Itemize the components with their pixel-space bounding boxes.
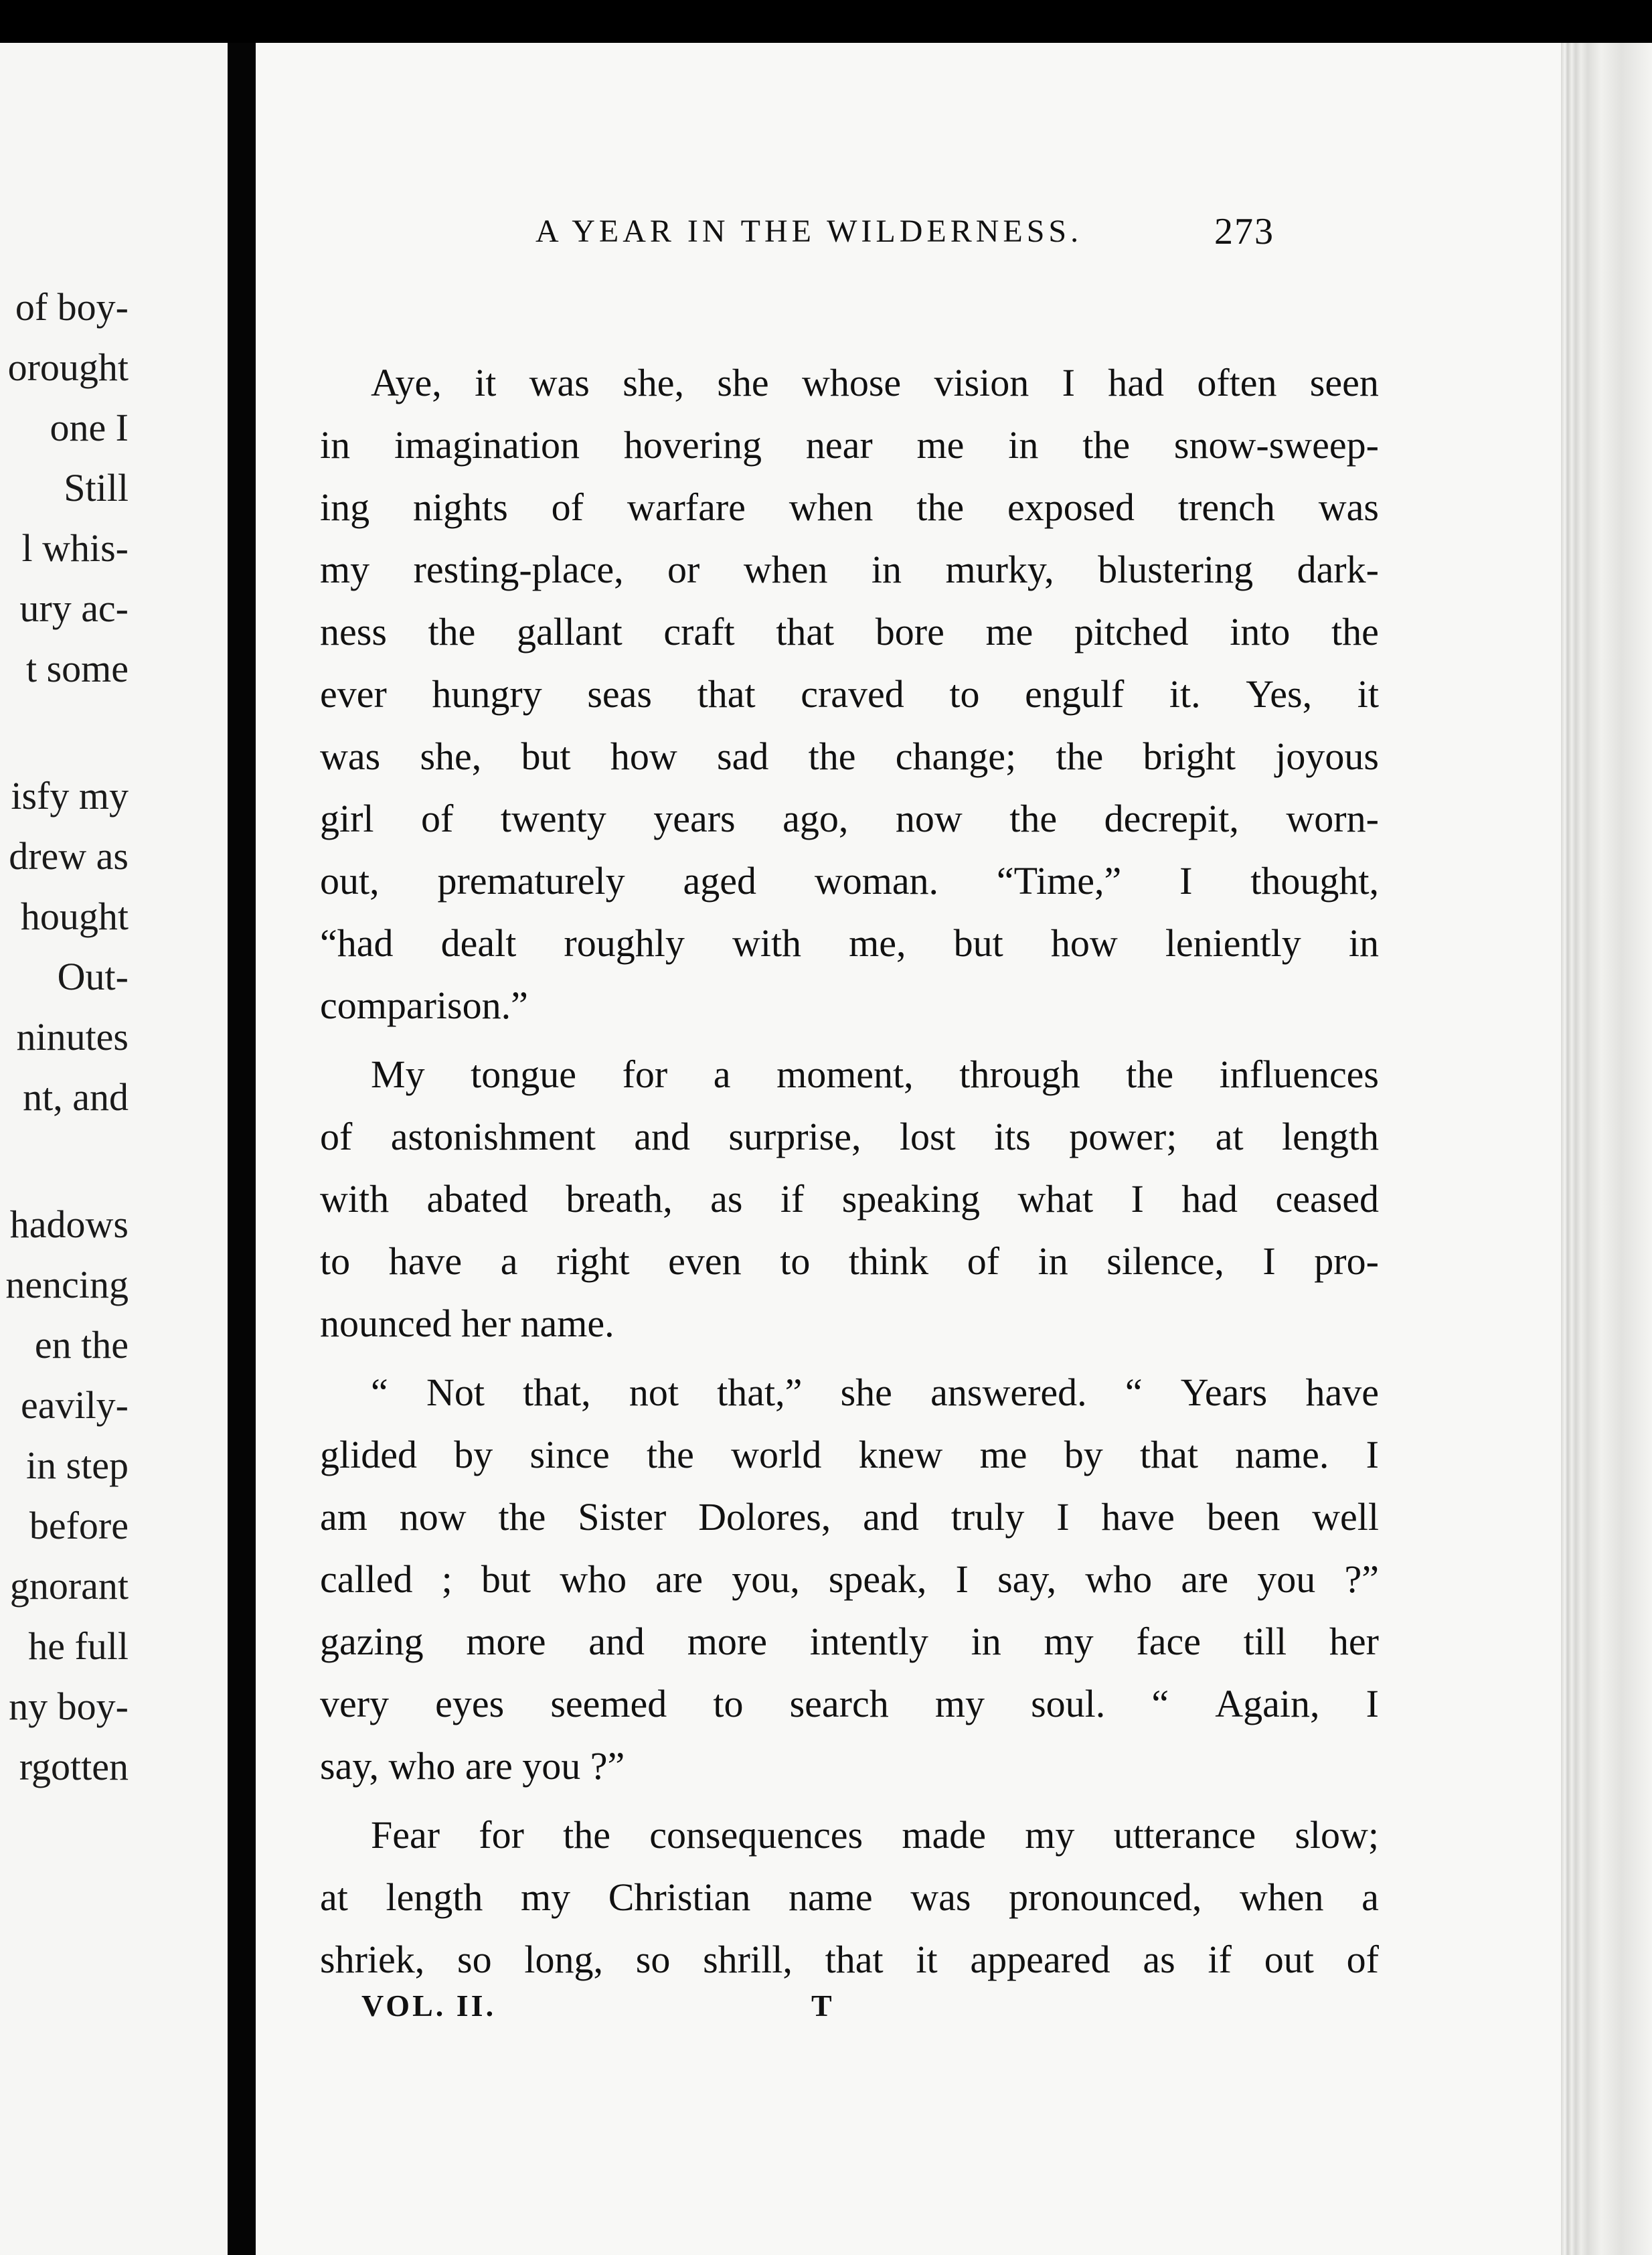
previous-page-line-fragment: he full (28, 1624, 129, 1668)
text-line: shriek, so long, so shrill, that it appeared as if out of (320, 1938, 1379, 1981)
text-line: my resting-place, or when in murky, blustering dark- (320, 548, 1379, 591)
previous-page-line-fragment: one I (50, 406, 129, 449)
text-line: ing nights of warfare when the exposed trench was (320, 485, 1379, 529)
text-line: with abated breath, as if speaking what I had ceased (320, 1177, 1379, 1221)
previous-page-line-fragment: isfy my (11, 774, 129, 818)
signature-letter: T (811, 1989, 832, 2023)
text-line: in imagination hovering near me in the snow-sweep- (320, 423, 1379, 467)
previous-page-line-fragment: orought (7, 345, 129, 389)
previous-page-line-fragment: of boy- (15, 285, 129, 329)
previous-page-line-fragment: ury ac- (19, 587, 129, 630)
page-edges (1561, 43, 1652, 2255)
text-line: glided by since the world knew me by that name. I (320, 1433, 1379, 1476)
previous-page-line-fragment: drew as (9, 834, 129, 878)
running-title: A YEAR IN THE WILDERNESS. (535, 214, 1083, 249)
book-page (256, 43, 1561, 2255)
book-gutter (228, 43, 256, 2255)
previous-page-line-fragment: before (29, 1504, 129, 1547)
text-line: “had dealt roughly with me, but how leniently in (320, 921, 1379, 965)
paragraph-first-line: Fear for the consequences made my utterance slow; (371, 1813, 1379, 1857)
previous-page-line-fragment: nt, and (23, 1075, 129, 1119)
previous-page-line-fragment: nencing (5, 1263, 129, 1306)
previous-page-line-fragment: Out- (57, 955, 129, 998)
text-line: ness the gallant craft that bore me pitched into the (320, 610, 1379, 653)
signature-line (256, 1988, 1561, 2035)
text-line: of astonishment and surprise, lost its power; at length (320, 1115, 1379, 1158)
previous-page-line-fragment: in step (25, 1444, 129, 1487)
previous-page-line-fragment: gnorant (9, 1564, 129, 1608)
previous-page-line-fragment: ny boy- (9, 1685, 129, 1728)
paragraph-first-line: “ Not that, not that,” she answered. “ Years have (371, 1371, 1379, 1414)
paragraph-first-line: My tongue for a moment, through the influences (371, 1053, 1379, 1096)
previous-page-line-fragment: hought (20, 895, 129, 938)
text-line: called ; but who are you, speak, I say, who are you ?” (320, 1557, 1379, 1601)
text-line: at length my Christian name was pronounced, when a (320, 1875, 1379, 1919)
text-line: am now the Sister Dolores, and truly I have been well (320, 1495, 1379, 1539)
previous-page-line-fragment: eavily- (20, 1383, 129, 1427)
text-line: nounced her name. (320, 1302, 614, 1345)
previous-page-line-fragment: Still (64, 466, 129, 510)
previous-page-line-fragment: en the (34, 1323, 129, 1367)
volume-mark: VOL. II. (361, 1989, 497, 2023)
previous-page-line-fragment: rgotten (19, 1745, 129, 1788)
text-line: very eyes seemed to search my soul. “ Again, I (320, 1682, 1379, 1725)
page-number: 273 (1214, 211, 1274, 252)
text-line: gazing more and more intently in my face till her (320, 1620, 1379, 1663)
text-line: out, prematurely aged woman. “Time,” I thought, (320, 859, 1379, 903)
previous-page-line-fragment: t some (25, 647, 129, 690)
text-line: to have a right even to think of in silence, I pro- (320, 1239, 1379, 1283)
text-line: girl of twenty years ago, now the decrepit, worn- (320, 797, 1379, 840)
text-line: ever hungry seas that craved to engulf it. Yes, it (320, 672, 1379, 716)
previous-page-fragment (0, 43, 228, 2255)
previous-page-line-fragment: ninutes (16, 1015, 129, 1059)
paragraph-first-line: Aye, it was she, she whose vision I had often seen (371, 361, 1379, 404)
text-line: comparison.” (320, 984, 528, 1027)
previous-page-line-fragment: hadows (9, 1202, 129, 1246)
text-line: say, who are you ?” (320, 1744, 625, 1788)
running-head (256, 213, 1561, 266)
previous-page-line-fragment: l whis- (21, 526, 129, 570)
text-line: was she, but how sad the change; the bright joyous (320, 734, 1379, 778)
